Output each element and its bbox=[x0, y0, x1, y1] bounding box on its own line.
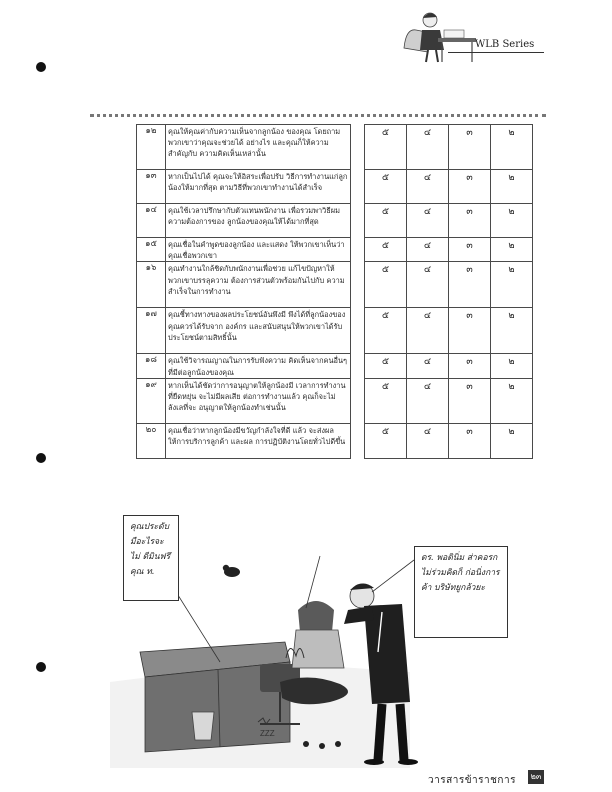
punch-hole-top bbox=[36, 62, 46, 72]
score-cell: ๓ bbox=[449, 170, 491, 204]
score-cell: ๓ bbox=[449, 125, 491, 170]
score-cell: ๕ bbox=[365, 204, 407, 238]
score-cell: ๔ bbox=[407, 238, 449, 262]
item-number: ๑๓ bbox=[137, 170, 166, 204]
speech-bubble-left bbox=[123, 515, 179, 601]
item-number: ๒๐ bbox=[137, 423, 166, 458]
column-gap bbox=[351, 354, 365, 378]
score-cell: ๒ bbox=[491, 125, 533, 170]
item-number: ๑๔ bbox=[137, 204, 166, 238]
score-cell: ๕ bbox=[365, 125, 407, 170]
table-row bbox=[137, 354, 533, 378]
table-row bbox=[137, 170, 533, 204]
score-cell: ๕ bbox=[365, 423, 407, 458]
score-cell: ๔ bbox=[407, 262, 449, 308]
item-statement: คุณเชื่อในคำพูดของลูกน้อง และแสดง ให้พวกเขาเห็นว่าคุณเชื่อพวกเขา bbox=[166, 238, 351, 262]
item-number: ๑๕ bbox=[137, 238, 166, 262]
score-cell: ๔ bbox=[407, 170, 449, 204]
item-statement: หากเห็นได้ชัดว่าการอนุญาตให้ลูกน้องมี เวลาการทำงานที่ยืดหยุ่น จะไม่มีผลเสีย ต่อการทำงานแล้ว คุณก็จะไม่ลังเลที่จะ อนุญาตให้ลูกน้องทำเช่นนั้น bbox=[166, 378, 351, 423]
score-cell: ๒ bbox=[491, 354, 533, 378]
score-cell: ๓ bbox=[449, 423, 491, 458]
item-number: ๑๘ bbox=[137, 354, 166, 378]
score-cell: ๓ bbox=[449, 354, 491, 378]
speech-bubble-left-text: คุณประดับ มือะไรจะไม่ ดีมินฟรึคุณ ท. bbox=[130, 522, 171, 577]
score-cell: ๒ bbox=[491, 378, 533, 423]
questionnaire-table bbox=[136, 124, 533, 459]
item-number: ๑๙ bbox=[137, 378, 166, 423]
dotted-divider bbox=[90, 114, 546, 117]
score-cell: ๓ bbox=[449, 204, 491, 238]
table-row bbox=[137, 204, 533, 238]
table-row bbox=[137, 378, 533, 423]
punch-hole-middle bbox=[36, 453, 46, 463]
column-gap bbox=[351, 204, 365, 238]
score-cell: ๕ bbox=[365, 354, 407, 378]
column-gap bbox=[351, 378, 365, 423]
score-cell: ๔ bbox=[407, 204, 449, 238]
page-number: ๒๓ bbox=[528, 770, 544, 784]
series-label: WLB Series bbox=[475, 39, 535, 50]
column-gap bbox=[351, 238, 365, 262]
score-cell: ๕ bbox=[365, 378, 407, 423]
column-gap bbox=[351, 125, 365, 170]
punch-hole-bottom bbox=[36, 662, 46, 672]
table-row bbox=[137, 125, 533, 170]
score-cell: ๓ bbox=[449, 238, 491, 262]
score-cell: ๒ bbox=[491, 204, 533, 238]
score-cell: ๒ bbox=[491, 262, 533, 308]
header-man-at-desk-illustration bbox=[398, 8, 478, 64]
item-statement: คุณชี้ทางทางของผลประโยชน์อันพึงมี พึงได้ที่ลูกน้องของคุณควรได้รับจาก องค์กร และสนับสนุนให้พวกเขาได้รับ ประโยชน์ตามสิทธิ์นั้น bbox=[166, 308, 351, 354]
score-cell: ๒ bbox=[491, 238, 533, 262]
score-cell: ๔ bbox=[407, 308, 449, 354]
score-cell: ๓ bbox=[449, 262, 491, 308]
score-cell: ๒ bbox=[491, 423, 533, 458]
table-row bbox=[137, 262, 533, 308]
column-gap bbox=[351, 170, 365, 204]
score-cell: ๕ bbox=[365, 308, 407, 354]
item-statement: คุณทำงานใกล้ชิดกับพนักงานเพื่อช่วย แก้ไขปัญหาให้พวกเขาบรรลุความ ต้องการส่วนตัวพร้อมกันไปกับ ความสำเร็จในการทำงาน bbox=[166, 262, 351, 308]
score-cell: ๓ bbox=[449, 378, 491, 423]
item-number: ๑๖ bbox=[137, 262, 166, 308]
table-row bbox=[137, 423, 533, 458]
cartoon-sign-text: ZZZ bbox=[260, 729, 275, 738]
item-statement: คุณให้คุณค่ากับความเห็นจากลูกน้อง ของคุณ โดยถามพวกเขาว่าคุณจะช่วยได้ อย่างไร และคุณก็ให้ความสำคัญกับ ความคิดเห็นเหล่านั้น bbox=[166, 125, 351, 170]
score-cell: ๕ bbox=[365, 238, 407, 262]
score-cell: ๔ bbox=[407, 125, 449, 170]
table-row bbox=[137, 238, 533, 262]
header-rule bbox=[448, 52, 544, 53]
item-number: ๑๗ bbox=[137, 308, 166, 354]
score-cell: ๒ bbox=[491, 170, 533, 204]
table-row bbox=[137, 308, 533, 354]
item-statement: คุณใช้วิจารณญาณในการรับฟังความ คิดเห็นจากคนอื่นๆ ที่มีต่อลูกน้องของคุณ bbox=[166, 354, 351, 378]
score-cell: ๕ bbox=[365, 170, 407, 204]
column-gap bbox=[351, 308, 365, 354]
score-cell: ๕ bbox=[365, 262, 407, 308]
score-cell: ๔ bbox=[407, 423, 449, 458]
item-number: ๑๒ bbox=[137, 125, 166, 170]
column-gap bbox=[351, 423, 365, 458]
speech-bubble-right bbox=[414, 546, 508, 638]
item-statement: คุณเชื่อว่าหากลูกน้องมีขวัญกำลังใจที่ดี แล้ว จะส่งผลให้การบริการลูกค้า และผล การปฏิบัติงานโดยทั่วไปดีขึ้น bbox=[166, 423, 351, 458]
footer-journal-title: วารสารข้าราชการ bbox=[428, 775, 516, 786]
item-statement: หากเป็นไปได้ คุณจะให้อิสระเพื่อปรับ วิธีการทำงานแก่ลูกน้องให้มากที่สุด ตามวิธีที่พวกเขาทำงานได้สำเร็จ bbox=[166, 170, 351, 204]
item-statement: คุณใช้เวลาปรึกษากับตัวแทนพนักงาน เพื่อรวมพาวิธีผมความต้องการของ ลูกน้องของคุณให้ได้มากที่สุด bbox=[166, 204, 351, 238]
score-cell: ๔ bbox=[407, 354, 449, 378]
score-cell: ๓ bbox=[449, 308, 491, 354]
score-cell: ๔ bbox=[407, 378, 449, 423]
score-cell: ๒ bbox=[491, 308, 533, 354]
speech-bubble-right-text: ดร. พอตินิ่ม ส่าคอรก ไม่ร่วมคิดก็ ก่อนิ่งการค้า บริษัทยูกล้วยะ bbox=[421, 553, 500, 593]
column-gap bbox=[351, 262, 365, 308]
